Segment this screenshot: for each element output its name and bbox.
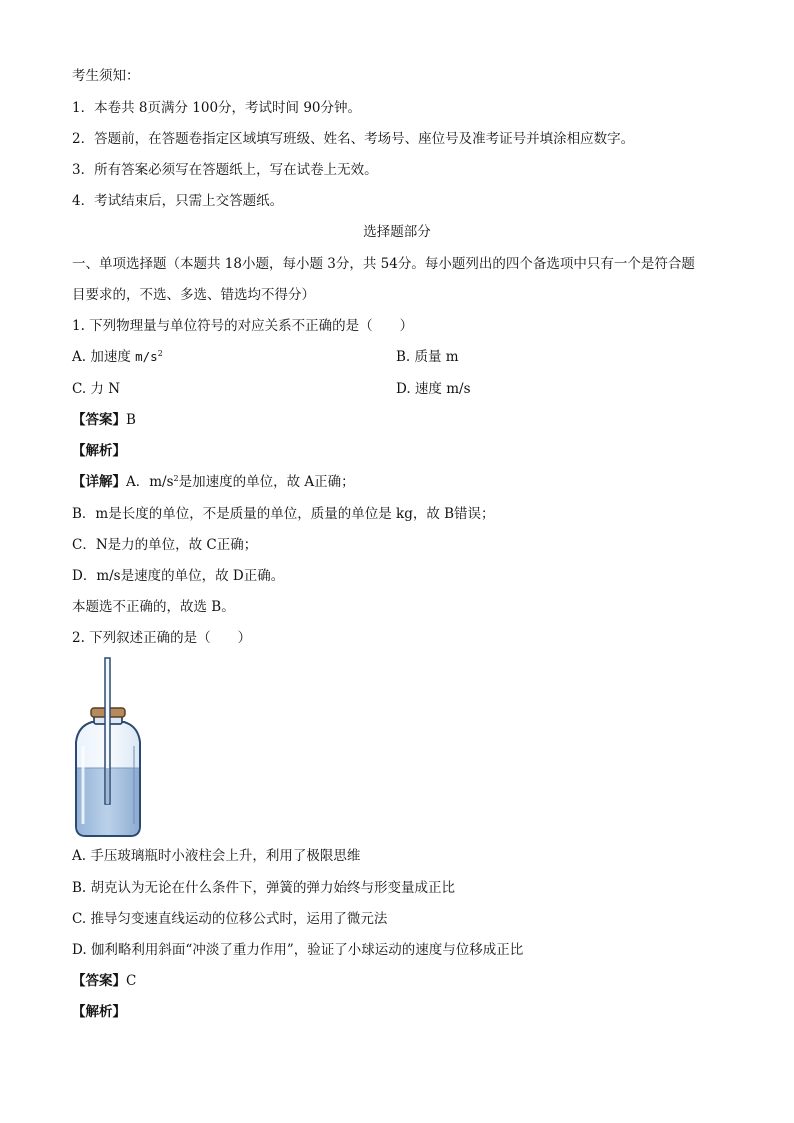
q1-detail-a <box>72 473 355 491</box>
q1-option-b: B. 质量 m <box>396 349 459 365</box>
part-one-line-1: 一、单项选择题（本题共 18小题，每小题 3分，共 54分。每小题列出的四个备选项中只有一个是符合题 <box>72 256 695 272</box>
q1-detail-a-sup: 2 <box>173 474 179 483</box>
q2-analysis-label: 【解析】 <box>72 1004 126 1020</box>
q1-answer <box>72 411 136 429</box>
q1-option-d: D. 速度 m/s <box>396 381 471 397</box>
glass-bottle-figure <box>70 656 146 840</box>
tube-liquid <box>106 768 109 804</box>
part-one-line-2: 目要求的，不选、多选、错选均不得分） <box>72 287 315 303</box>
q2-option-d: D. 伽利略利用斜面“冲淡了重力作用”，验证了小球运动的速度与位移成正比 <box>72 942 524 958</box>
q1-option-a-text: A. 加速度 <box>72 349 136 365</box>
q1-detail-d: D．m/s是速度的单位，故 D正确。 <box>72 568 285 584</box>
q1-detail-a-pre: A．m/s <box>126 474 174 490</box>
q2-answer <box>72 972 136 990</box>
q2-answer-value: C <box>126 973 137 989</box>
q1-answer-label: 【答案】 <box>72 412 126 428</box>
notice-item-1: 1．本卷共 8页满分 100分，考试时间 90分钟。 <box>72 100 361 116</box>
q1-detail-c: C．N是力的单位，故 C正确； <box>72 537 258 553</box>
q2-option-a: A. 手压玻璃瓶时小液柱会上升，利用了极限思维 <box>72 848 361 864</box>
q1-analysis-label: 【解析】 <box>72 443 126 459</box>
q1-conclusion: 本题选不正确的，故选 B。 <box>72 599 235 615</box>
q1-answer-value: B <box>126 412 136 428</box>
q1-option-a <box>72 348 163 366</box>
notice-item-4: 4．考试结束后，只需上交答题纸。 <box>72 193 284 209</box>
q1-option-a-unit: m/s <box>135 349 158 364</box>
section-title: 选择题部分 <box>363 224 431 240</box>
q1-option-a-sup: 2 <box>157 349 163 358</box>
q1-detail-label: 【详解】 <box>72 474 126 490</box>
q2-answer-label: 【答案】 <box>72 973 126 989</box>
q1-detail-b: B．m是长度的单位，不是质量的单位，质量的单位是 kg，故 B错误； <box>72 506 495 522</box>
q2-stem: 2. 下列叙述正确的是（ ） <box>72 630 252 646</box>
q1-analysis <box>72 442 126 460</box>
q2-analysis <box>72 1003 126 1021</box>
q2-option-b: B. 胡克认为无论在什么条件下，弹簧的弹力始终与形变量成正比 <box>72 880 456 896</box>
q1-stem: 1. 下列物理量与单位符号的对应关系不正确的是（ ） <box>72 318 414 334</box>
notice-item-3: 3．所有答案必须写在答题纸上，写在试卷上无效。 <box>72 162 378 178</box>
q2-option-c: C. 推导匀变速直线运动的位移公式时，运用了微元法 <box>72 911 388 927</box>
q1-detail-a-post: 是加速度的单位，故 A正确； <box>178 474 355 490</box>
notice-title: 考生须知： <box>72 68 140 84</box>
notice-item-2: 2．答题前，在答题卷指定区域填写班级、姓名、考场号、座位号及准考证号并填涂相应数字。 <box>72 131 635 147</box>
q1-option-c: C. 力 N <box>72 381 121 397</box>
